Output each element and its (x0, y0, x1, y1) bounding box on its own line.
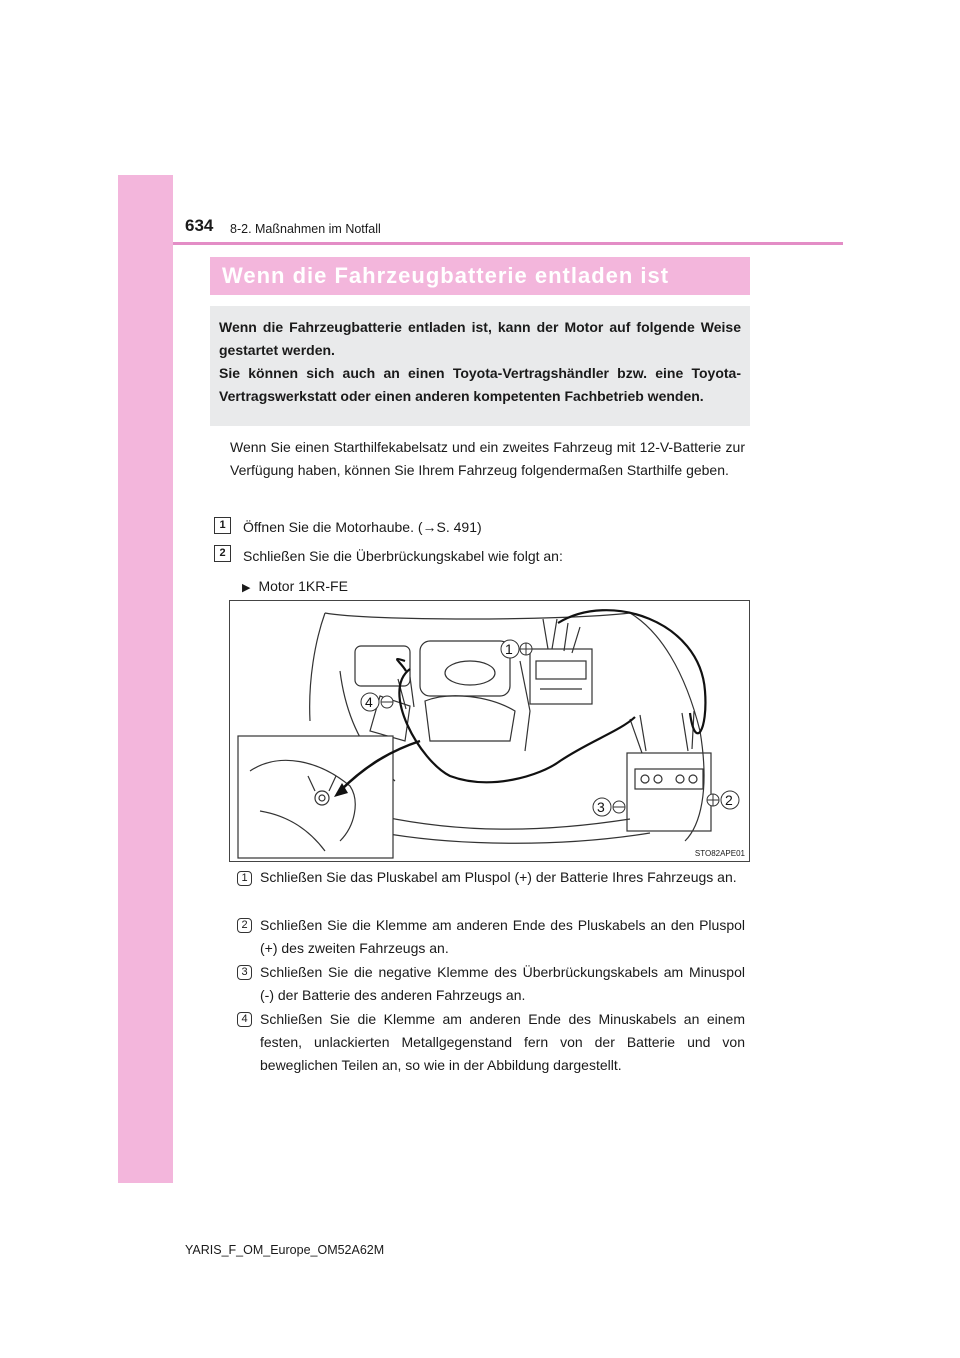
callout-text-3: Schließen Sie die negative Klemme des Überbrückungskabels am Minuspol (-) der Batterie des anderen Fahrzeugs an. (260, 964, 745, 1003)
step-text-1: Öffnen Sie die Motorhaube. (→S. 491) (243, 519, 482, 535)
engine-variant-item (242, 578, 348, 594)
chapter-breadcrumb: 8-2. Maßnahmen im Notfall (230, 222, 381, 236)
callout-text-1: Schließen Sie das Pluskabel am Pluspol (+) der Batterie Ihres Fahrzeugs an. (260, 869, 737, 885)
figure-label-4: 4 (365, 694, 373, 710)
callout-number-2: 2 (237, 918, 252, 933)
jump-start-illustration (229, 600, 750, 862)
callout-number-4: 4 (237, 1012, 252, 1027)
body-paragraph: Wenn Sie einen Starthilfekabelsatz und ein zweites Fahrzeug mit 12-V-Batterie zur Verfügung haben, können Sie Ihrem Fahrzeug folgendermaßen Starthilfe geben. (230, 439, 745, 478)
callout-text-4: Schließen Sie die Klemme am anderen Ende des Minuskabels an einem festen, unlackierten Metallgegenstand fern von der Batterie und von beweglichen Teilen an, so wie in der Abbildung dargestellt. (260, 1011, 745, 1073)
intro-line-2: Sie können sich auch an einen Toyota-Vertragshändler bzw. eine Toyota-Vertragswerkstatt oder einen anderen kompetenten Fachbetrieb wenden. (219, 365, 741, 404)
intro-box (210, 306, 750, 426)
step-number-2: 2 (214, 545, 231, 562)
triangle-bullet-icon: ▶ (242, 582, 251, 594)
section-title: Wenn die Fahrzeugbatterie entladen ist (210, 257, 750, 295)
figure-label-1: 1 (505, 641, 513, 657)
step-text-2: Schließen Sie die Überbrückungskabel wie folgt an: (243, 548, 563, 564)
figure-label-2: 2 (725, 792, 733, 808)
callout-number-1: 1 (237, 871, 252, 886)
figure-label-3: 3 (597, 799, 605, 815)
engine-variant-label: Motor 1KR-FE (258, 578, 348, 594)
intro-line-1: Wenn die Fahrzeugbatterie entladen ist, kann der Motor auf folgende Weise gestartet werden. (219, 319, 741, 358)
document-footer: YARIS_F_OM_Europe_OM52A62M (185, 1243, 385, 1257)
header-divider (173, 242, 843, 245)
chapter-sidebar-tab (118, 175, 173, 1183)
engine-bay-drawing (230, 601, 750, 862)
step-number-1: 1 (214, 517, 231, 534)
page-number: 634 (185, 216, 214, 235)
figure-code: STO82APE01 (694, 849, 745, 858)
callout-number-3: 3 (237, 965, 252, 980)
callout-text-2: Schließen Sie die Klemme am anderen Ende des Pluskabels an den Pluspol (+) des zweiten Fahrzeugs an. (260, 917, 745, 956)
